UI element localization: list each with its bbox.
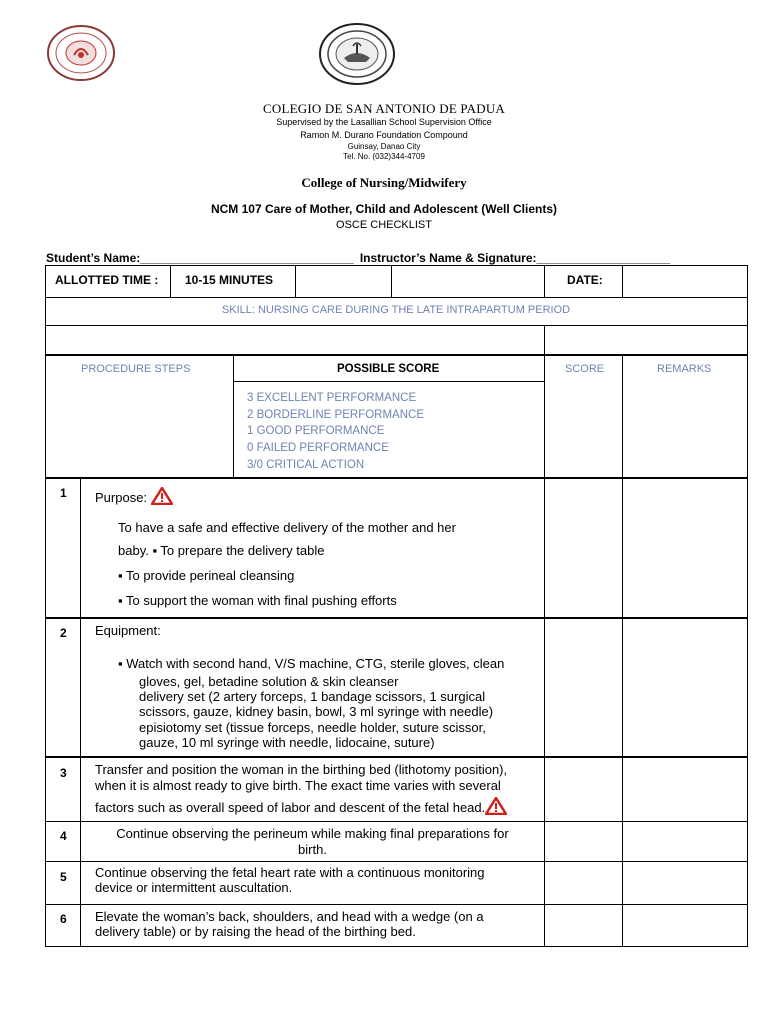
step-2-line: ▪ Watch with second hand, V/S machine, CTG, sterile gloves, clean — [118, 656, 505, 671]
score-header: SCORE — [565, 363, 605, 375]
course-title: NCM 107 Care of Mother, Child and Adolescent (Well Clients) — [210, 202, 558, 216]
allotted-time-label: ALLOTTED TIME : — [55, 273, 159, 287]
step-number: 3 — [60, 766, 67, 780]
step-6-line: Elevate the woman’s back, shoulders, and head with a wedge (on a — [95, 909, 484, 924]
step-number: 1 — [60, 486, 67, 500]
step-3-line: when it is almost ready to give birth. The exact time varies with several — [95, 778, 501, 793]
possible-score-header: POSSIBLE SCORE — [337, 363, 440, 375]
step-3-line: factors such as overall speed of labor and descent of the fetal head. — [95, 800, 486, 815]
scale-item: 1 GOOD PERFORMANCE — [247, 425, 385, 438]
step-2-title: Equipment: — [95, 623, 161, 638]
skill-title: SKILL: NURSING CARE DURING THE LATE INTRAPARTUM PERIOD — [221, 304, 571, 316]
step-1-title-text: Purpose: — [95, 490, 148, 505]
nursing-college-seal-logo — [318, 22, 396, 86]
step-4-text — [81, 826, 544, 858]
supervision-line: Supervised by the Lasallian School Supervision Office — [276, 117, 492, 127]
warning-icon — [151, 487, 173, 509]
form-title: OSCE CHECKLIST — [336, 219, 432, 231]
step-3-line: Transfer and position the woman in the birthing bed (lithotomy position), — [95, 762, 508, 777]
foundation-line: Ramon M. Durano Foundation Compound — [300, 130, 468, 140]
department-title: College of Nursing/Midwifery — [301, 175, 467, 190]
scale-item: 3/0 CRITICAL ACTION — [247, 458, 365, 471]
address-line: Guinsay, Danao City — [347, 142, 421, 151]
step-3-line-with-icon — [95, 797, 507, 819]
step-1-line: To have a safe and effective delivery of the mother and her — [118, 520, 456, 535]
step-1-line: ▪ To provide perineal cleansing — [118, 568, 295, 583]
student-name-field[interactable]: Student’s Name:________________________________ — [46, 251, 354, 265]
step-2-line: scissors, gauze, kidney basin, bowl, 3 ml syringe with needle) — [139, 704, 494, 719]
step-1-title — [95, 487, 173, 509]
scale-item: 2 BORDERLINE PERFORMANCE — [247, 408, 425, 421]
score-scale-list — [247, 390, 424, 474]
step-5-line: Continue observing the fetal heart rate with a continuous monitoring — [95, 865, 485, 880]
step-number: 6 — [60, 912, 67, 926]
step-1-line: ▪ To support the woman with final pushing efforts — [118, 593, 397, 608]
step-2-line: gloves, gel, betadine solution & skin cleanser — [139, 674, 399, 689]
step-number: 4 — [60, 829, 67, 843]
tel-line: Tel. No. (032)344-4709 — [343, 152, 425, 161]
warning-icon — [485, 797, 507, 819]
date-field[interactable] — [623, 266, 747, 297]
remarks-header: REMARKS — [657, 363, 712, 375]
instructor-name-field[interactable]: Instructor’s Name & Signature:____________________ — [359, 251, 670, 265]
date-label: DATE: — [567, 273, 603, 287]
step-2-line: gauze, 10 ml syringe with needle, lidocaine, suture) — [139, 735, 435, 750]
school-seal-logo — [46, 24, 116, 82]
scale-item: 0 FAILED PERFORMANCE — [247, 442, 389, 455]
step-number: 5 — [60, 870, 67, 884]
step-5-line: device or intermittent auscultation. — [95, 880, 293, 895]
step-4-line: Continue observing the perineum while making final preparations for — [116, 826, 509, 841]
scale-item: 3 EXCELLENT PERFORMANCE — [247, 392, 417, 404]
step-number: 2 — [60, 626, 67, 640]
step-2-line: episiotomy set (tissue forceps, needle holder, suture scissor, — [139, 720, 486, 735]
names-row — [46, 251, 670, 265]
procedure-steps-header: PROCEDURE STEPS — [81, 363, 191, 375]
college-name: COLEGIO DE SAN ANTONIO DE PADUA — [262, 101, 505, 116]
step-4-line: birth. — [298, 842, 327, 857]
allotted-time-value: 10-15 MINUTES — [185, 273, 274, 287]
step-1-line: baby. ▪ To prepare the delivery table — [118, 543, 325, 558]
step-6-line: delivery table) or by raising the head of the birthing bed. — [95, 924, 416, 939]
step-2-line: delivery set (2 artery forceps, 1 bandage scissors, 1 surgical — [139, 689, 486, 704]
